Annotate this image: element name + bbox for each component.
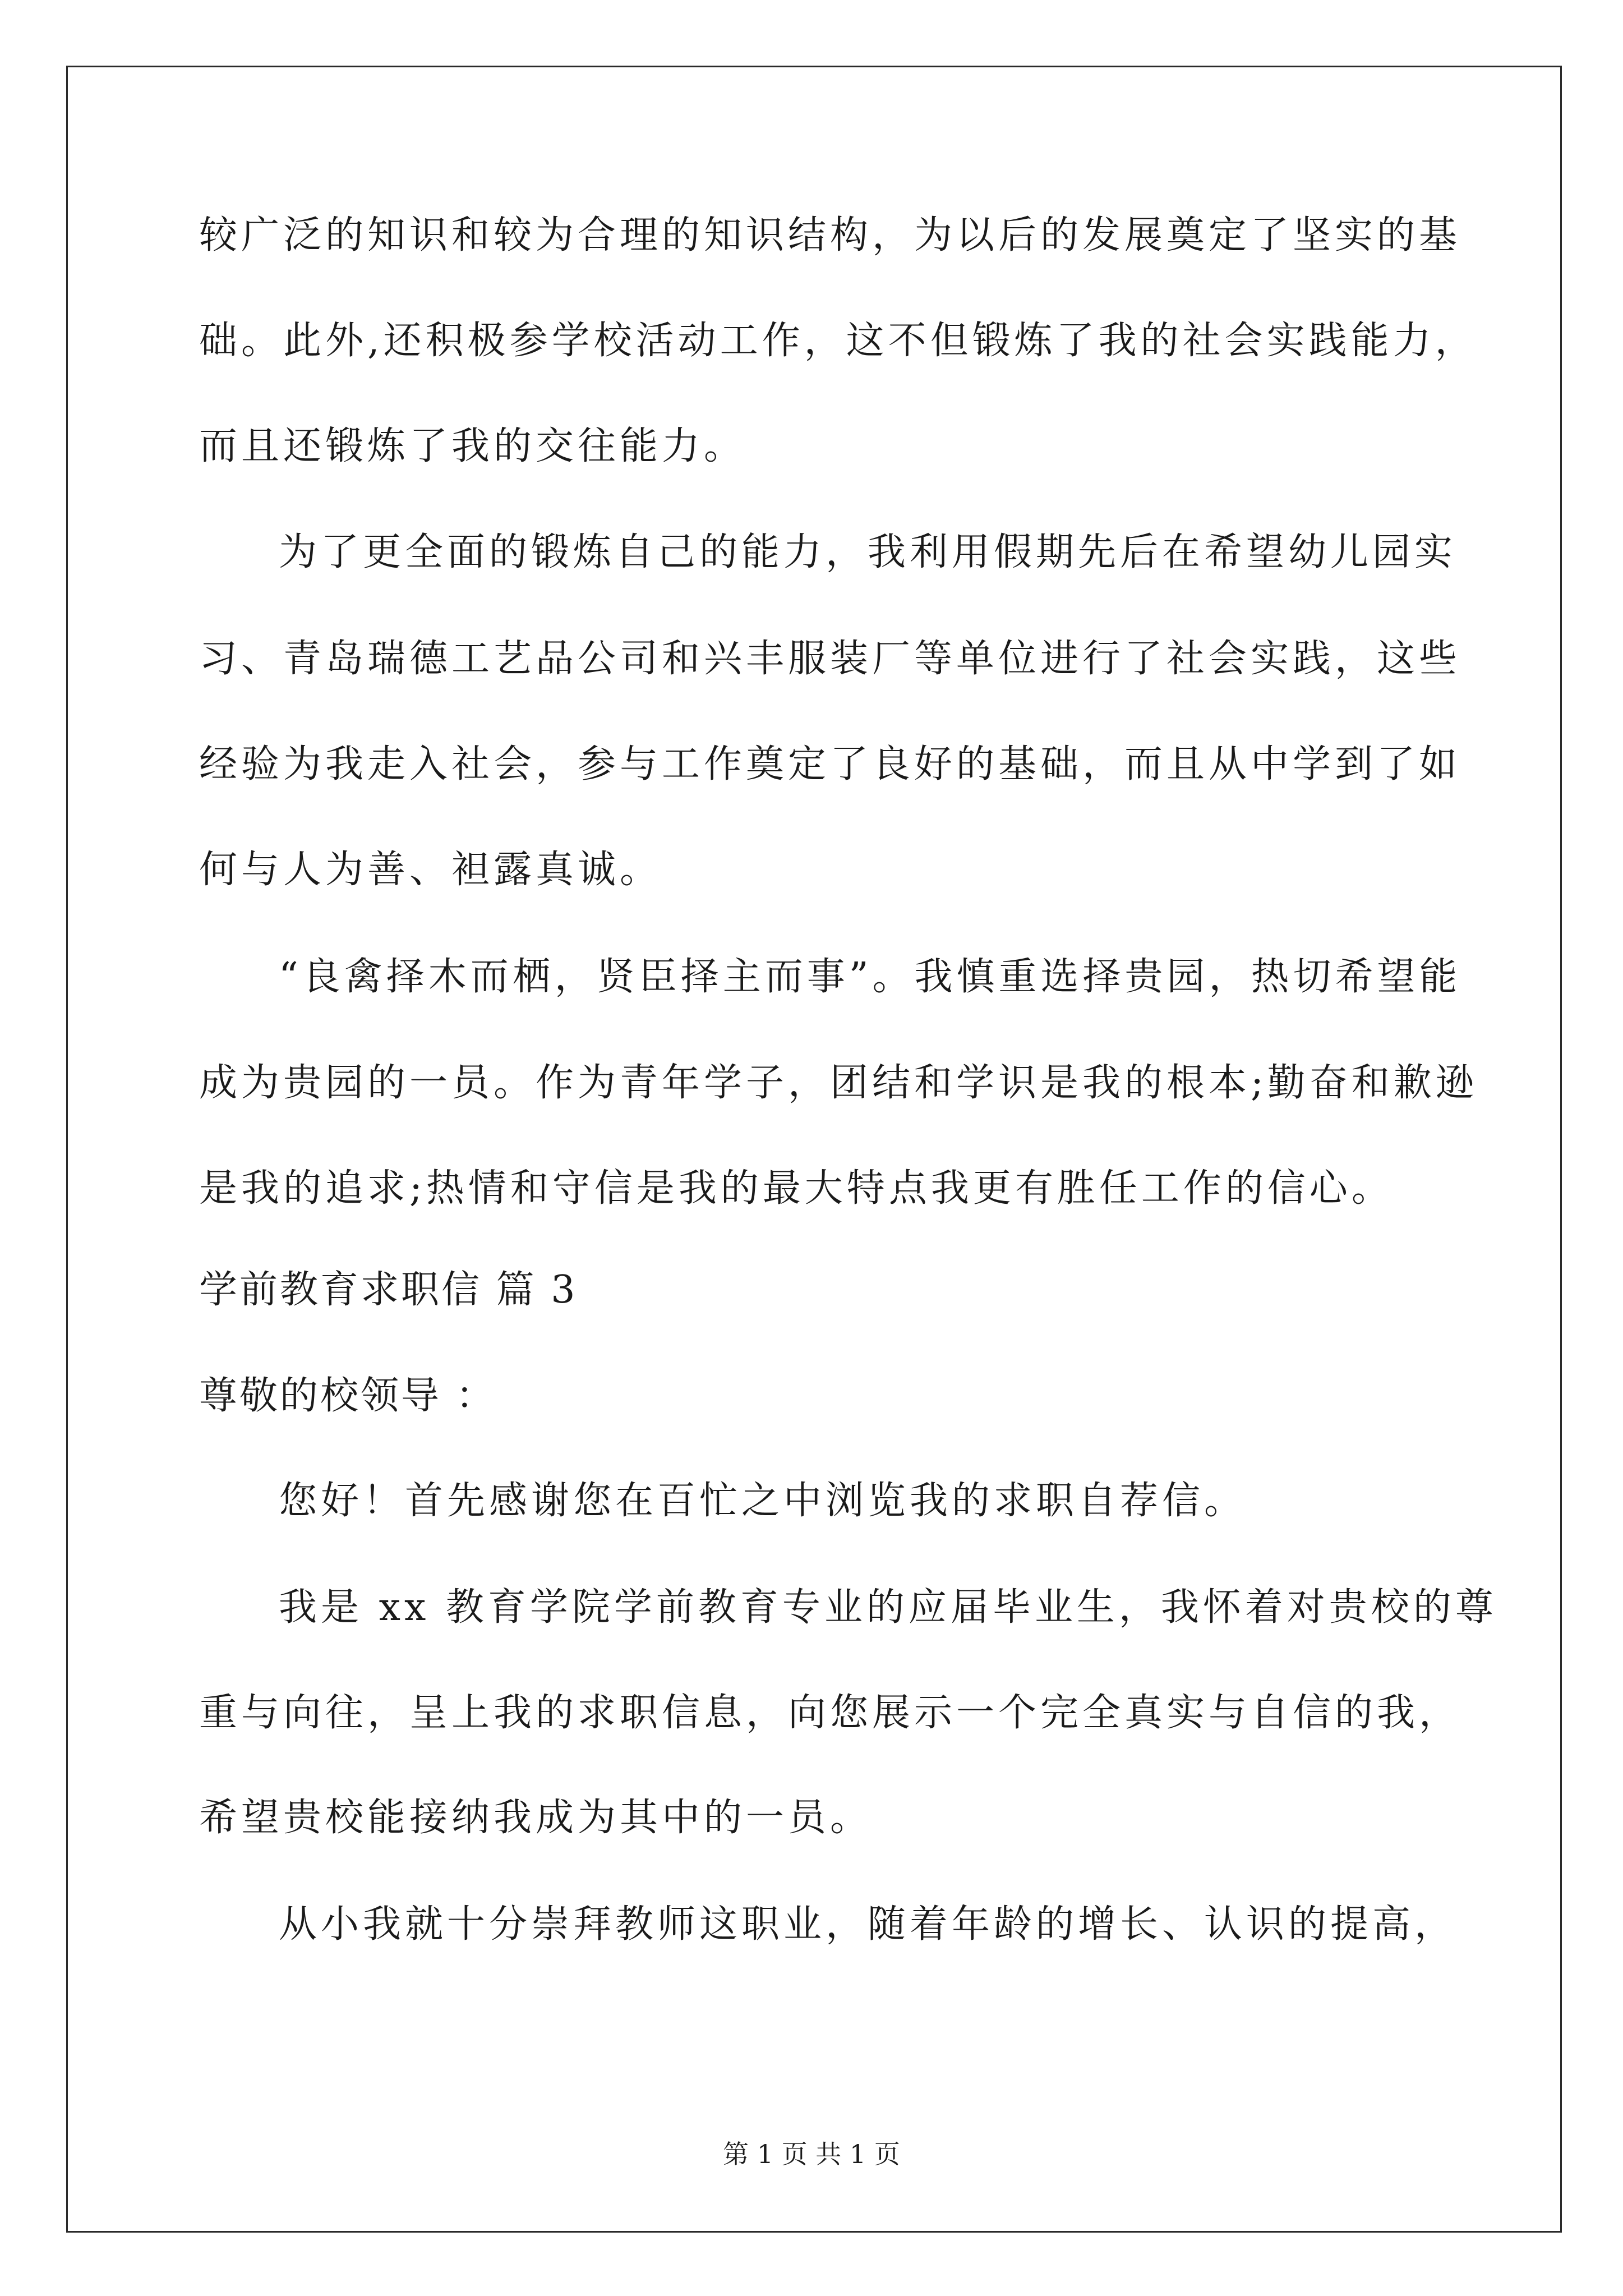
section-heading: 学前教育求职信 篇 3 — [199, 1268, 578, 1312]
text-line: 习、青岛瑞德工艺品公司和兴丰服装厂等单位进行了社会实践，这些 — [199, 637, 1461, 681]
text-line: 希望贵校能接纳我成为其中的一员。 — [199, 1796, 873, 1840]
text-line: 而且还锻炼了我的交往能力。 — [199, 424, 746, 468]
paragraph-start-line: 您好！首先感谢您在百忙之中浏览我的求职自荐信。 — [279, 1479, 1247, 1523]
paragraph-start-line: “良禽择木而栖，贤臣择主而事”。我慎重选择贵园，热切希望能 — [279, 955, 1461, 999]
salutation: 尊敬的校领导 ： — [199, 1374, 496, 1418]
paragraph-start-line: 从小我就十分崇拜教师这职业，随着年龄的增长、认识的提高， — [279, 1902, 1457, 1947]
text-line: 成为贵园的一员。作为青年学子，团结和学识是我的根本;勤奋和歉逊 — [199, 1061, 1478, 1105]
text-line: 较广泛的知识和较为合理的知识结构，为以后的发展奠定了坚实的基 — [199, 213, 1461, 257]
page-number: 第 1 页 共 1 页 — [723, 2139, 900, 2169]
text-line: 何与人为善、袒露真诚。 — [199, 848, 662, 892]
paragraph-start-line: 为了更全面的锻炼自己的能力，我利用假期先后在希望幼儿园实 — [279, 530, 1457, 574]
text-line: 重与向往，呈上我的求职信息，向您展示一个完全真实与自信的我， — [199, 1691, 1461, 1735]
text-line: 经验为我走入社会，参与工作奠定了良好的基础，而且从中学到了如 — [199, 742, 1461, 786]
text-line: 础。此外,还积极参学校活动工作，这不但锻炼了我的社会实践能力， — [199, 319, 1477, 363]
text-line: 是我的追求;热情和守信是我的最大特点我更有胜任工作的信心。 — [199, 1166, 1394, 1211]
paragraph-start-line: 我是 xx 教育学院学前教育专业的应届毕业生，我怀着对贵校的尊 — [279, 1585, 1497, 1630]
